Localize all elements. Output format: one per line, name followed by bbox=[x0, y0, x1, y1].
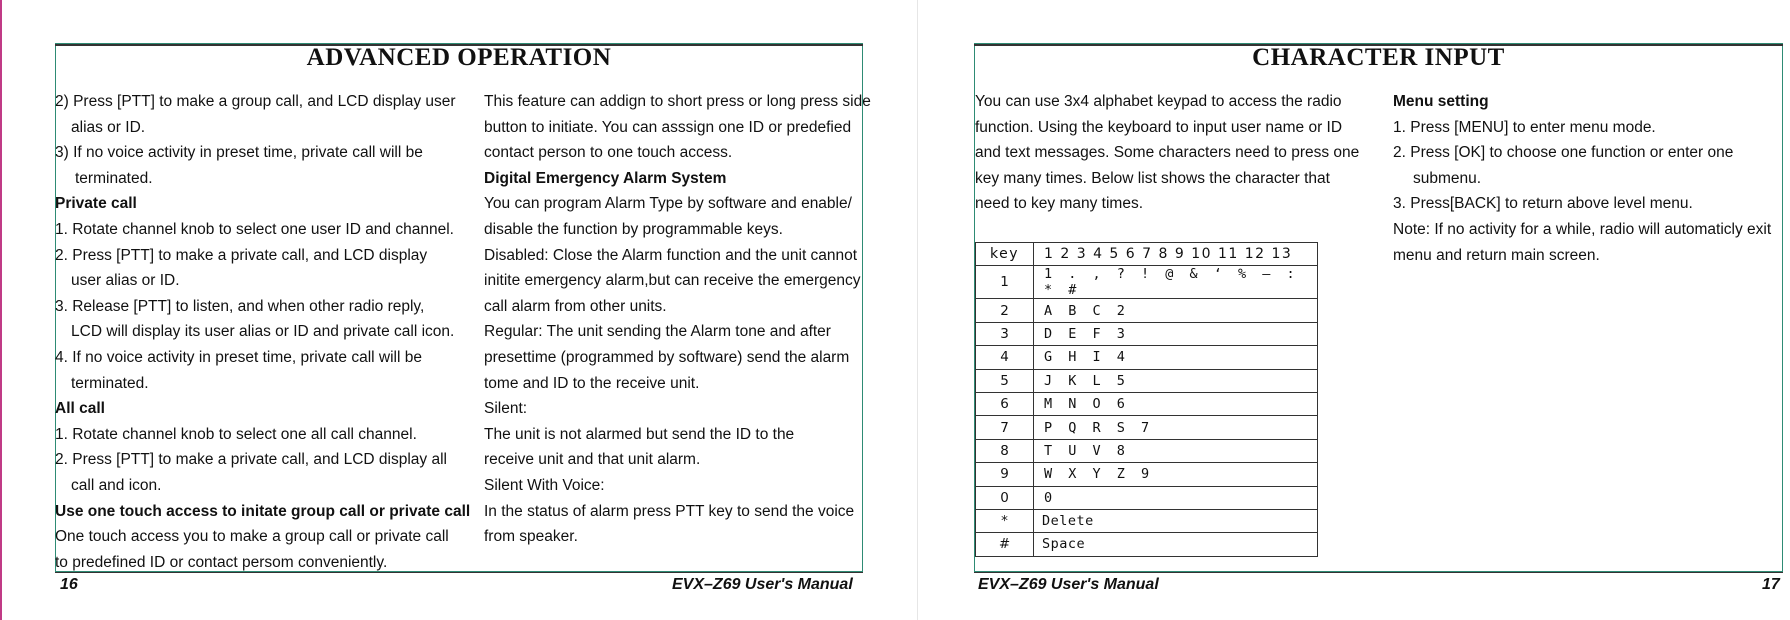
left-column-1-line: 3. Release [PTT] to listen, and when other radio reply, bbox=[55, 297, 425, 315]
key-cell: 8 bbox=[976, 439, 1034, 462]
intro-line: function. Using the keyboard to input user name or ID bbox=[975, 118, 1343, 136]
characters-cell: 0 bbox=[1034, 486, 1318, 509]
left-column-1-line: All call bbox=[55, 400, 105, 418]
key-table-row bbox=[976, 322, 1318, 345]
key-cell: 9 bbox=[976, 463, 1034, 486]
left-column-2-line: from speaker. bbox=[484, 528, 578, 546]
key-table-header-row bbox=[976, 243, 1318, 266]
key-cell: 1 bbox=[976, 266, 1034, 299]
characters-cell: A B C 2 bbox=[1034, 299, 1318, 322]
key-table-row bbox=[976, 439, 1318, 462]
left-column-2-line: The unit is not alarmed but send the ID to the bbox=[484, 425, 795, 443]
left-column-2-line: call alarm from other units. bbox=[484, 297, 667, 315]
characters-cell: T U V 8 bbox=[1034, 439, 1318, 462]
left-column-2-line: Silent With Voice: bbox=[484, 476, 605, 494]
left-column-1-line: Use one touch access to initate group call or private call bbox=[55, 502, 471, 520]
left-column-1-line: 4. If no voice activity in preset time, private call will be bbox=[55, 348, 422, 366]
key-table-row bbox=[976, 392, 1318, 415]
menu-setting-line: menu and return main screen. bbox=[1393, 246, 1600, 264]
key-table-row bbox=[976, 533, 1318, 556]
left-column-2-line: button to initiate. You can asssign one ID or predefied bbox=[484, 118, 852, 136]
characters-cell: G H I 4 bbox=[1034, 346, 1318, 369]
press-count-header: 1 2 3 4 5 6 7 8 9 10 11 12 13 bbox=[1034, 243, 1318, 266]
key-cell: 7 bbox=[976, 416, 1034, 439]
page-edge-marker bbox=[0, 0, 2, 620]
key-table-row bbox=[976, 299, 1318, 322]
intro-line: You can use 3x4 alphabet keypad to access the radio bbox=[975, 93, 1342, 110]
left-column-1-line: to predefined ID or contact persom conveniently. bbox=[55, 553, 388, 571]
left-column-2-line: contact person to one touch access. bbox=[484, 144, 733, 162]
left-manual-name: EVX–Z69 User's Manual bbox=[672, 576, 853, 593]
left-page-number: 16 bbox=[60, 576, 78, 593]
left-column-2-line: You can program Alarm Type by software and enable/ bbox=[484, 195, 852, 213]
left-page-title: ADVANCED OPERATION bbox=[306, 44, 612, 71]
left-column-1-line: call and icon. bbox=[71, 476, 162, 494]
right-footer-rule bbox=[974, 572, 1783, 573]
left-column-1-line: alias or ID. bbox=[71, 118, 146, 136]
page-gutter bbox=[917, 0, 918, 620]
menu-setting-line: 1. Press [MENU] to enter menu mode. bbox=[1393, 118, 1656, 136]
left-column-1-line: 1. Rotate channel knob to select one user ID and channel. bbox=[55, 220, 454, 238]
key-table-row bbox=[976, 509, 1318, 532]
right-manual-name: EVX–Z69 User's Manual bbox=[978, 576, 1159, 593]
characters-cell: W X Y Z 9 bbox=[1034, 463, 1318, 486]
intro-line: need to key many times. bbox=[975, 195, 1143, 213]
left-column-1-line: Private call bbox=[55, 195, 137, 213]
key-table-row bbox=[976, 346, 1318, 369]
menu-setting-section bbox=[1393, 89, 1771, 268]
left-column-1-line: 2. Press [PTT] to make a private call, and LCD display all bbox=[55, 451, 447, 469]
key-cell: 5 bbox=[976, 369, 1034, 392]
left-column-2-line: receive unit and that unit alarm. bbox=[484, 451, 701, 469]
menu-setting-line: Menu setting bbox=[1393, 93, 1489, 110]
left-column-1-line: 2) Press [PTT] to make a group call, and LCD display user bbox=[55, 93, 456, 110]
key-table-row bbox=[976, 369, 1318, 392]
key-table-row bbox=[976, 266, 1318, 299]
key-cell: 4 bbox=[976, 346, 1034, 369]
left-column-1-line: LCD will display its user alias or ID and private call icon. bbox=[71, 323, 455, 341]
left-column-1 bbox=[55, 89, 470, 575]
left-column-2-line: Regular: The unit sending the Alarm tone and after bbox=[484, 323, 831, 341]
left-column-1-line: 3) If no voice activity in preset time, private call will be bbox=[55, 144, 423, 162]
left-column-1-line: 1. Rotate channel knob to select one all call channel. bbox=[55, 425, 417, 443]
characters-cell: P Q R S 7 bbox=[1034, 416, 1318, 439]
key-cell: * bbox=[976, 509, 1034, 532]
left-column-2-line: In the status of alarm press PTT key to send the voice bbox=[484, 502, 855, 520]
key-table-row bbox=[976, 416, 1318, 439]
key-cell: 6 bbox=[976, 392, 1034, 415]
left-column-2-line: initite emergency alarm,but can receive the emergency bbox=[484, 272, 861, 290]
left-column-2-line: disable the function by programmable keys. bbox=[484, 220, 783, 238]
key-cell: # bbox=[976, 533, 1034, 556]
key-cell: 2 bbox=[976, 299, 1034, 322]
menu-setting-line: 2. Press [OK] to choose one function or enter one bbox=[1393, 144, 1734, 162]
left-column-2-line: tome and ID to the receive unit. bbox=[484, 374, 700, 392]
characters-cell: Space bbox=[1034, 533, 1318, 556]
key-cell: 3 bbox=[976, 322, 1034, 345]
characters-cell: J K L 5 bbox=[1034, 369, 1318, 392]
left-column-2-line: Silent: bbox=[484, 400, 528, 418]
left-column-2 bbox=[484, 89, 871, 550]
menu-setting-line: submenu. bbox=[1413, 169, 1482, 187]
intro-line: and text messages. Some characters need to press one bbox=[975, 144, 1360, 162]
left-column-1-line: terminated. bbox=[75, 169, 153, 187]
right-page-title: CHARACTER INPUT bbox=[1252, 44, 1505, 71]
left-column-2-line: Digital Emergency Alarm System bbox=[484, 169, 727, 187]
right-page-number: 17 bbox=[1762, 576, 1780, 593]
intro-line: key many times. Below list shows the character that bbox=[975, 169, 1330, 187]
left-column-1-line: 2. Press [PTT] to make a private call, and LCD display bbox=[55, 246, 428, 264]
left-column-1-line: One touch access you to make a group call or private call bbox=[55, 528, 449, 546]
left-column-1-line: terminated. bbox=[71, 374, 149, 392]
menu-setting-line: Note: If no activity for a while, radio will automaticly exit bbox=[1393, 220, 1772, 238]
left-column-1-line: user alias or ID. bbox=[71, 272, 180, 290]
key-column-header: key bbox=[976, 243, 1034, 266]
left-column-2-line: This feature can addign to short press or long press side bbox=[484, 93, 871, 110]
menu-setting-line: 3. Press[BACK] to return above level menu. bbox=[1393, 195, 1693, 213]
key-cell: 0 bbox=[976, 486, 1034, 509]
characters-cell: Delete bbox=[1034, 509, 1318, 532]
left-column-2-line: presettime (programmed by software) send the alarm bbox=[484, 348, 850, 366]
characters-cell: D E F 3 bbox=[1034, 322, 1318, 345]
key-table-row bbox=[976, 486, 1318, 509]
characters-cell: M N O 6 bbox=[1034, 392, 1318, 415]
characters-cell: 1 . , ? ! @ & ‘ % – : * # bbox=[1034, 266, 1318, 299]
left-column-2-line: Disabled: Close the Alarm function and the unit cannot bbox=[484, 246, 858, 264]
key-character-table bbox=[975, 242, 1318, 557]
key-table-row bbox=[976, 463, 1318, 486]
character-input-intro bbox=[975, 89, 1359, 217]
